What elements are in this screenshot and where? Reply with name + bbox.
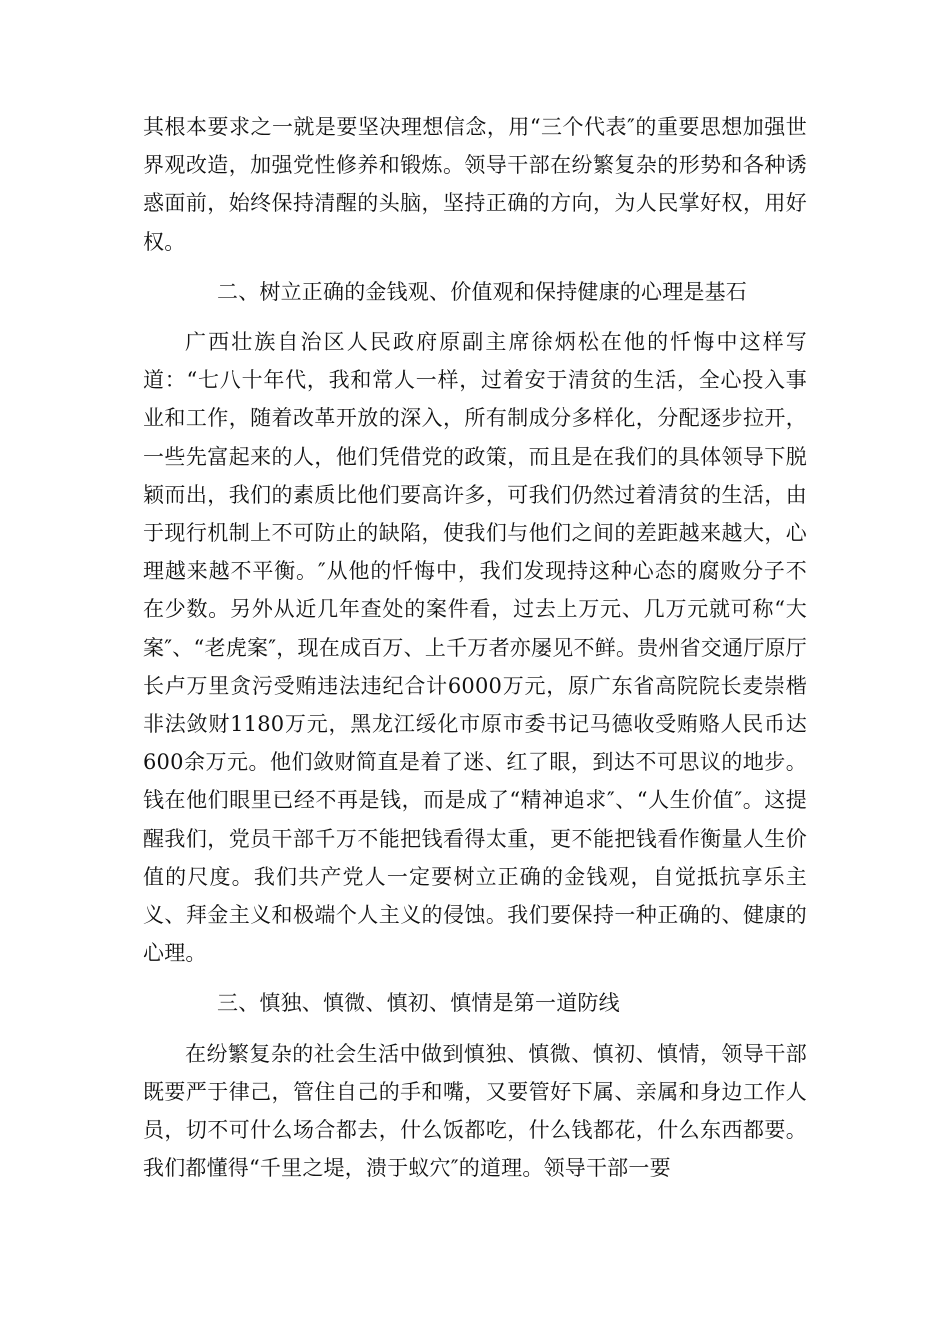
body-paragraph-section-3: 在纷繁复杂的社会生活中做到慎独、慎微、慎初、慎情，领导干部既要严于律己，管住自己的手和嘴，又要管好下属、亲属和身边工作人员，切不可什么场合都去，什么饭都吃，什么钱都花，什么东西都要。我们都懂得“千里之堤，溃于蚁穴″的道理。领导干部一要	[143, 1041, 807, 1181]
document-body	[143, 108, 807, 1187]
body-paragraph-section-2: 广西壮族自治区人民政府原副主席徐炳松在他的忏悔中这样写道：“七八十年代，我和常人一样，过着安于清贫的生活，全心投入事业和工作，随着改革开放的深入，所有制成分多样化，分配逐步拉开，一些先富起来的人，他们凭借党的政策，而且是在我们的具体领导下脱颖而出，我们的素质比他们要高许多，可我们仍然过着清贫的生活，由于现行机制上不可防止的缺陷，使我们与他们之间的差距越来越大，心理越来越不平衡。″从他的忏悔中，我们发现持这种心态的腐败分子不在少数。另外从近几年查处的案件看，过去上万元、几万元就可称“大案″、“老虎案″，现在成百万、上千万者亦屡见不鲜。贵州省交通厅原厅长卢万里贪污受贿违法违纪合计6000万元，原广东省高院院长麦崇楷非法敛财1180万元，黑龙江绥化市原市委书记马德收受贿赂人民币达600余万元。他们敛财简直是着了迷、红了眼，到达不可思议的地步。钱在他们眼里已经不再是钱，而是成了“精神追求″、“人生价值″。这提醒我们，党员干部千万不能把钱看得太重，更不能把钱看作衡量人生价值的尺度。我们共产党人一定要树立正确的金钱观，自觉抵抗享乐主义、拜金主义和极端个人主义的侵蚀。我们要保持一种正确的、健康的心理。	[143, 330, 807, 966]
section-heading-3: 三、慎独、慎微、慎初、慎情是第一道防线	[217, 991, 620, 1016]
section-heading-2: 二、树立正确的金钱观、价值观和保持健康的心理是基石	[217, 279, 747, 304]
body-paragraph-continued: 其根本要求之一就是要坚决理想信念，用“三个代表″的重要思想加强世界观改造，加强党性修养和锻炼。领导干部在纷繁复杂的形势和各种诱惑面前，始终保持清醒的头脑，坚持正确的方向，为人民掌好权，用好权。	[143, 115, 807, 254]
